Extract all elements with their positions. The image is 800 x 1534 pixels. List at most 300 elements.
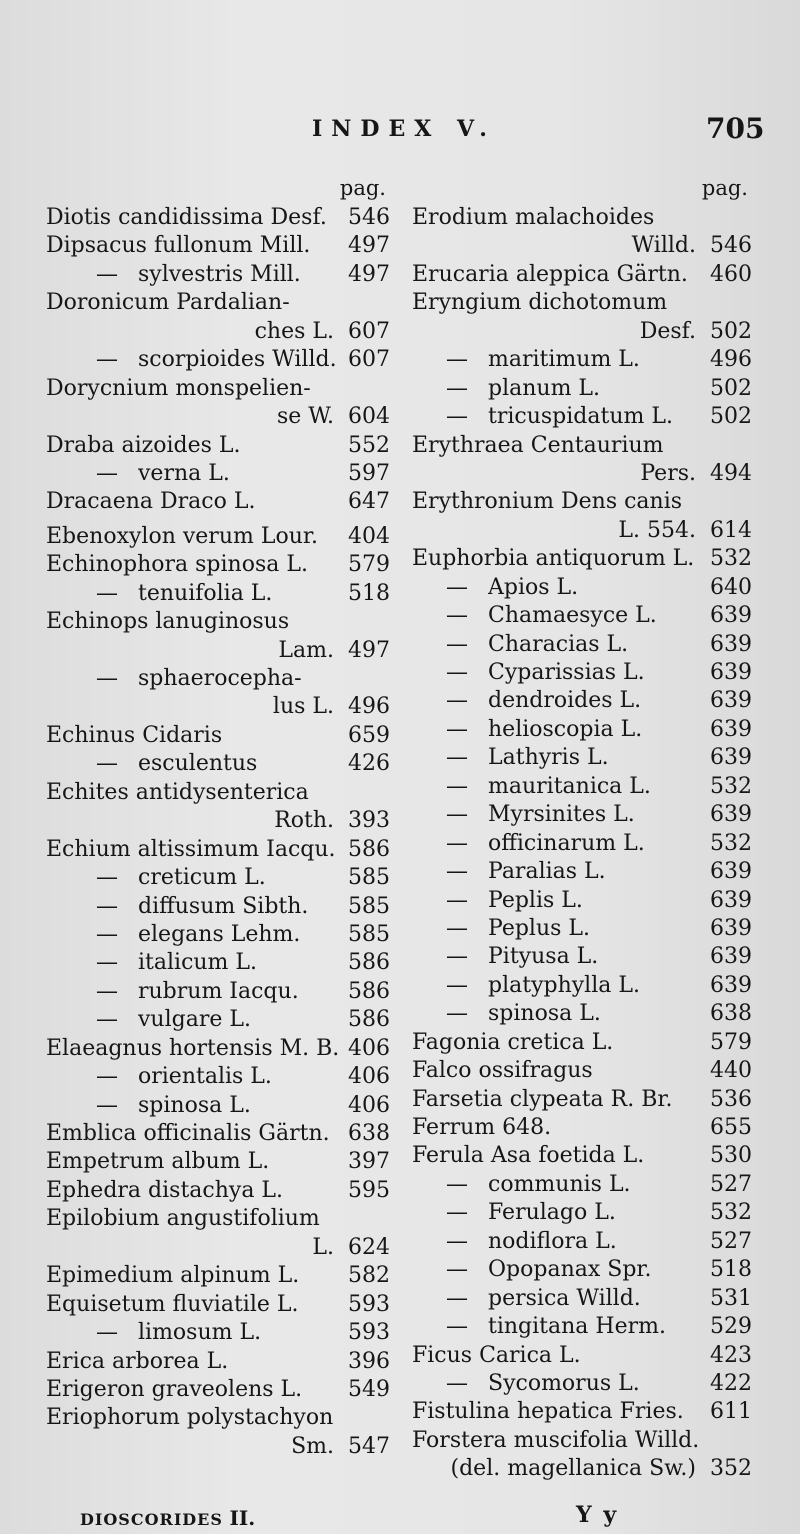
entry-name: (del. magellanica Sw.) [450,1456,696,1482]
index-entry [46,403,390,431]
entry-name: diffusum Sibth. [138,893,309,919]
ditto-dash: — [96,893,118,919]
entry-name: mauritanica L. [488,773,651,799]
entry-name: Erythronium Dens canis [412,489,683,515]
entry-name: Ficus Carica L. [412,1342,581,1368]
index-entry [412,830,752,858]
index-entry [412,1427,752,1455]
index-entry [46,523,390,551]
entry-name: Empetrum album L. [46,1149,270,1175]
entry-page-ref: 426 [348,751,390,777]
entry-name: orientalis L. [138,1064,272,1090]
ditto-dash: — [446,688,468,714]
entry-name: Echinops lanuginosus [46,609,290,635]
index-entry [46,978,390,1006]
entry-page-ref: 586 [348,1007,390,1033]
entry-page-ref: 496 [710,347,752,373]
entry-name: spinosa L. [138,1092,251,1118]
index-entry [412,687,752,715]
index-entry [412,1199,752,1227]
ditto-dash: — [96,1007,118,1033]
entry-name: Ephedra distachya L. [46,1177,284,1203]
ditto-dash: — [96,261,118,287]
entry-page-ref: 406 [348,1035,390,1061]
entry-page-ref: 582 [348,1263,390,1289]
entry-name: Ferula Asa foetida L. [412,1143,645,1169]
entry-page-ref: 496 [348,694,390,720]
entry-page-ref: 585 [348,865,390,891]
entry-page-ref: 494 [710,460,752,486]
entry-page-ref: 639 [710,915,752,941]
index-entry [46,665,390,693]
ditto-dash: — [96,347,118,373]
entry-name: Echium altissimum Iacqu. [46,836,336,862]
entry-page-ref: 529 [710,1314,752,1340]
index-entry [46,460,390,488]
ditto-dash: — [446,1200,468,1226]
index-entry [46,608,390,636]
entry-name: Erigeron graveolens L. [46,1376,303,1402]
entry-page-ref: 586 [348,836,390,862]
pag-label: pag. [339,176,386,200]
entry-name: Epimedium alpinum L. [46,1263,300,1289]
index-entry [412,1029,752,1057]
entry-name: Peplis L. [488,887,583,913]
entry-name: spinosa L. [488,1001,601,1027]
index-entry [46,807,390,835]
ditto-dash: — [446,1171,468,1197]
index-entry [46,1433,390,1461]
entry-name: Opopanax Spr. [488,1257,652,1283]
index-entry [412,1000,752,1028]
entry-name: sphaerocepha- [138,666,302,691]
entry-name: Dorycnium monspelien- [46,375,311,401]
ditto-dash: — [446,1001,468,1027]
entry-page-ref: 440 [710,1058,752,1084]
entry-page-ref: 607 [348,318,390,344]
entry-name: Doronicum Pardalian- [46,290,290,316]
entry-page-ref: 593 [348,1320,390,1346]
ditto-dash: — [96,978,118,1004]
entry-page-ref: 604 [348,404,390,430]
entry-page-ref: 586 [348,950,390,976]
entry-list-right [412,204,752,1484]
entry-page-ref: 532 [710,1200,752,1226]
index-entry [412,744,752,772]
ditto-dash: — [446,887,468,913]
entry-page-ref: 460 [710,261,752,287]
entry-list-left [46,204,390,1461]
page-footer [0,1500,800,1530]
index-entry [46,1262,390,1290]
index-entry [46,779,390,807]
entry-page-ref: 404 [348,523,390,549]
index-entry [412,1142,752,1170]
entry-name: Echites antidysenterica [46,779,309,805]
index-entry [412,1114,752,1142]
ditto-dash: — [446,375,468,401]
entry-name: verna L. [138,460,230,486]
index-entry [412,375,752,403]
index-entry [412,1256,752,1284]
index-entry [46,1063,390,1091]
ditto-dash: — [446,347,468,373]
entry-name: Erica arborea L. [46,1348,229,1374]
entry-page-ref: 531 [710,1285,752,1311]
entry-page-ref: 536 [710,1086,752,1112]
index-entry [412,403,752,431]
index-entry [412,318,752,346]
ditto-dash: — [96,1064,118,1090]
entry-name: Paralias L. [488,859,606,885]
index-entry [46,693,390,721]
index-entry [412,631,752,659]
ditto-dash: — [96,460,118,486]
entry-page-ref: 647 [348,489,390,515]
entry-name: Pers. [640,460,696,486]
index-entry [46,1291,390,1319]
index-entry [412,1171,752,1199]
ditto-dash: — [446,915,468,941]
entry-page-ref: 396 [348,1348,390,1374]
index-entry [412,517,752,545]
entry-page-ref: 597 [348,460,390,486]
index-entry [46,836,390,864]
entry-name: limosum L. [138,1320,262,1346]
entry-page-ref: 585 [348,893,390,919]
index-entry [46,261,390,289]
index-entry [46,204,390,232]
index-entry [412,204,752,232]
entry-name: nodiflora L. [488,1228,617,1254]
entry-name: Myrsinites L. [488,802,635,828]
entry-name: Cyparissias L. [488,660,645,685]
ditto-dash: — [446,716,468,742]
index-entry [412,915,752,943]
index-column-right [412,172,752,1484]
ditto-dash: — [446,773,468,799]
index-entry [412,545,752,573]
entry-name: Dracaena Draco L. [46,489,256,515]
entry-name: Echinus Cidaris [46,722,223,748]
index-entry [46,580,390,608]
entry-page-ref: 532 [710,546,752,572]
entry-page-ref: 639 [710,745,752,771]
index-entry [412,346,752,374]
index-entry [412,432,752,460]
entry-name: rubrum Iacqu. [138,978,299,1004]
entry-page-ref: 585 [348,921,390,947]
entry-page-ref: 655 [710,1115,752,1140]
entry-name: ches L. [254,318,334,344]
ditto-dash: — [446,1285,468,1311]
index-column-left [46,172,390,1461]
entry-page-ref: 546 [710,233,752,259]
entry-name: Desf. [639,318,696,344]
ditto-dash: — [96,921,118,947]
index-entry [46,637,390,665]
entry-page-ref: 527 [710,1171,752,1197]
entry-name: Epilobium angustifolium [46,1206,320,1232]
ditto-dash: — [446,603,468,629]
index-entry [46,1092,390,1120]
entry-name: platyphylla L. [488,972,640,998]
index-entry [412,460,752,488]
ditto-dash: — [446,830,468,856]
signature-text: DIOSCORIDES [80,1510,223,1529]
index-entry [46,318,390,346]
entry-name: Apios L. [488,574,579,600]
entry-name: communis L. [488,1171,631,1197]
entry-name: Roth. [274,808,334,834]
entry-name: Dipsacus fullonum Mill. [46,233,311,259]
index-entry [412,1455,752,1483]
entry-name: vulgare L. [138,1007,251,1033]
entry-name: Ferrum 648. [412,1115,552,1140]
entry-page-ref: 406 [348,1092,390,1118]
ditto-dash: — [96,1092,118,1118]
index-entry [412,574,752,602]
index-entry [46,722,390,750]
entry-page-ref: 552 [348,432,390,458]
entry-page-ref: 502 [710,404,752,430]
entry-name: Sycomorus L. [488,1370,640,1396]
entry-page-ref: 586 [348,978,390,1004]
entry-page-ref: 527 [710,1228,752,1254]
index-entry [412,1398,752,1426]
entry-page-ref: 549 [348,1376,390,1402]
entry-page-ref: 624 [348,1234,390,1260]
entry-name: Ferulago L. [488,1200,616,1226]
entry-page-ref: 579 [710,1029,752,1055]
index-entry [412,1285,752,1313]
entry-page-ref: 639 [710,631,752,657]
index-entry [412,801,752,829]
entry-page-ref: 639 [710,859,752,885]
entry-page-ref: 579 [348,552,390,578]
entry-page-ref: 639 [710,972,752,998]
index-entry [412,289,752,317]
entry-page-ref: 638 [348,1121,390,1146]
entry-page-ref: 593 [348,1291,390,1317]
entry-name: officinarum L. [488,830,645,856]
entry-page-ref: 595 [348,1177,390,1203]
entry-page-ref: 532 [710,773,752,799]
entry-name: Erythraea Centaurium [412,432,664,458]
entry-name: Equisetum fluviatile L. [46,1291,299,1317]
index-entry [46,1035,390,1063]
ditto-dash: — [96,865,118,891]
entry-name: dendroides L. [488,688,642,714]
entry-name: Farsetia clypeata R. Br. [412,1086,673,1112]
entry-page-ref: 639 [710,802,752,828]
entry-name: Sm. [291,1433,334,1459]
index-entry [46,1234,390,1262]
entry-page-ref: 639 [710,603,752,629]
index-entry [412,659,752,687]
running-title: INDEX V. [312,116,496,142]
entry-page-ref: 659 [348,722,390,748]
entry-page-ref: 639 [710,944,752,970]
index-entry [46,375,390,403]
entry-page-ref: 547 [348,1433,390,1459]
entry-page-ref: 422 [710,1370,752,1396]
entry-name: Fagonia cretica L. [412,1029,614,1055]
ditto-dash: — [446,660,468,685]
entry-name: tingitana Herm. [488,1314,666,1340]
ditto-dash: — [446,631,468,657]
entry-page-ref: 546 [348,205,390,230]
entry-name: Chamaesyce L. [488,603,657,629]
index-entry [412,1228,752,1256]
ditto-dash: — [96,1320,118,1346]
index-entry [46,1120,390,1148]
index-entry [46,1348,390,1376]
entry-page-ref: 638 [710,1001,752,1027]
entry-name: L. 554. [618,517,696,543]
ditto-dash: — [446,404,468,430]
index-entry [46,289,390,317]
ditto-dash: — [446,802,468,828]
entry-name: planum L. [488,375,601,401]
entry-name: helioscopia L. [488,716,643,742]
entry-name: Euphorbia antiquorum L. [412,546,695,572]
index-entry [46,1148,390,1176]
ditto-dash: — [446,972,468,998]
entry-page-ref: 518 [348,580,390,606]
entry-name: Diotis candidissima Desf. [46,205,327,230]
ditto-dash: — [446,1314,468,1340]
entry-page-ref: 497 [348,233,390,259]
entry-name: Eriophorum polystachyon [46,1405,334,1431]
entry-name: Erucaria aleppica Gärtn. [412,261,688,287]
index-entry [46,1319,390,1347]
ditto-dash: — [446,1228,468,1254]
ditto-dash: — [446,944,468,970]
entry-page-ref: 502 [710,375,752,401]
entry-page-ref: 639 [710,887,752,913]
entry-page-ref: 639 [710,716,752,742]
sheet-mark: Y y [576,1502,619,1528]
entry-name: Emblica officinalis Gärtn. [46,1121,330,1146]
entry-name: Lathyris L. [488,745,609,771]
entry-page-ref: 502 [710,318,752,344]
entry-page-ref: 497 [348,261,390,287]
entry-name: Lam. [278,637,334,663]
entry-name: Fistulina hepatica Fries. [412,1399,684,1425]
entry-page-ref: 530 [710,1143,752,1169]
index-entry [46,432,390,460]
index-entry [46,1376,390,1404]
index-entry [46,551,390,579]
entry-name: Forstera muscifolia Willd. [412,1427,700,1453]
entry-page-ref: 639 [710,660,752,685]
ditto-dash: — [96,950,118,976]
entry-name: persica Willd. [488,1285,641,1311]
entry-name: Eryngium dichotomum [412,290,668,316]
entry-name: Elaeagnus hortensis M. B. [46,1035,340,1061]
index-entry [412,602,752,630]
page-number: 705 [706,112,765,145]
entry-page-ref: 640 [710,574,752,600]
entry-name: elegans Lehm. [138,921,301,947]
ditto-dash: — [96,580,118,606]
index-entry [46,893,390,921]
index-entry [412,716,752,744]
entry-name: lus L. [272,694,334,720]
pag-label: pag. [701,176,748,200]
entry-name: Peplus L. [488,915,591,941]
entry-name: tricuspidatum L. [488,404,673,430]
entry-name: Falco ossifragus [412,1058,593,1084]
index-entry [46,1205,390,1233]
entry-page-ref: 423 [710,1342,752,1368]
entry-page-ref: 639 [710,688,752,714]
index-entry [412,887,752,915]
entry-page-ref: 406 [348,1064,390,1090]
index-entry [412,1313,752,1341]
entry-name: Erodium malachoides [412,205,655,230]
index-entry [46,488,390,516]
ditto-dash: — [446,859,468,885]
entry-name: Characias L. [488,631,629,657]
entry-name: Draba aizoides L. [46,432,241,458]
entry-name: italicum L. [138,950,258,976]
signature-volume: II. [229,1506,256,1530]
index-entry [412,1057,752,1085]
index-entry [46,1177,390,1205]
index-entry [412,943,752,971]
entry-name: esculentus [138,751,258,777]
entry-name: sylvestris Mill. [138,261,301,287]
index-entry [46,346,390,374]
entry-page-ref: 532 [710,830,752,856]
entry-name: maritimum L. [488,347,640,373]
index-entry [46,232,390,260]
entry-name: tenuifolia L. [138,580,273,606]
index-entry [46,750,390,778]
entry-page-ref: 518 [710,1257,752,1283]
index-entry [412,488,752,516]
ditto-dash: — [96,751,118,777]
entry-page-ref: 352 [710,1456,752,1482]
index-entry [412,1342,752,1370]
index-entry [412,773,752,801]
entry-page-ref: 614 [710,517,752,543]
index-entry [412,1370,752,1398]
entry-name: Pityusa L. [488,944,599,970]
ditto-dash: — [96,666,118,691]
index-entry [46,921,390,949]
index-entry [46,1404,390,1432]
ditto-dash: — [446,1257,468,1283]
index-entry [412,972,752,1000]
index-entry [412,261,752,289]
index-entry [46,864,390,892]
entry-name: scorpioides Willd. [138,347,337,373]
entry-name: Ebenoxylon verum Lour. [46,523,318,549]
index-entry [412,858,752,886]
ditto-dash: — [446,574,468,600]
entry-page-ref: 397 [348,1149,390,1175]
entry-page-ref: 393 [348,808,390,834]
entry-name: se W. [276,404,334,430]
index-entry [46,1006,390,1034]
entry-name: L. [312,1234,334,1260]
index-entry [412,1086,752,1114]
index-entry [412,232,752,260]
index-entry [46,949,390,977]
